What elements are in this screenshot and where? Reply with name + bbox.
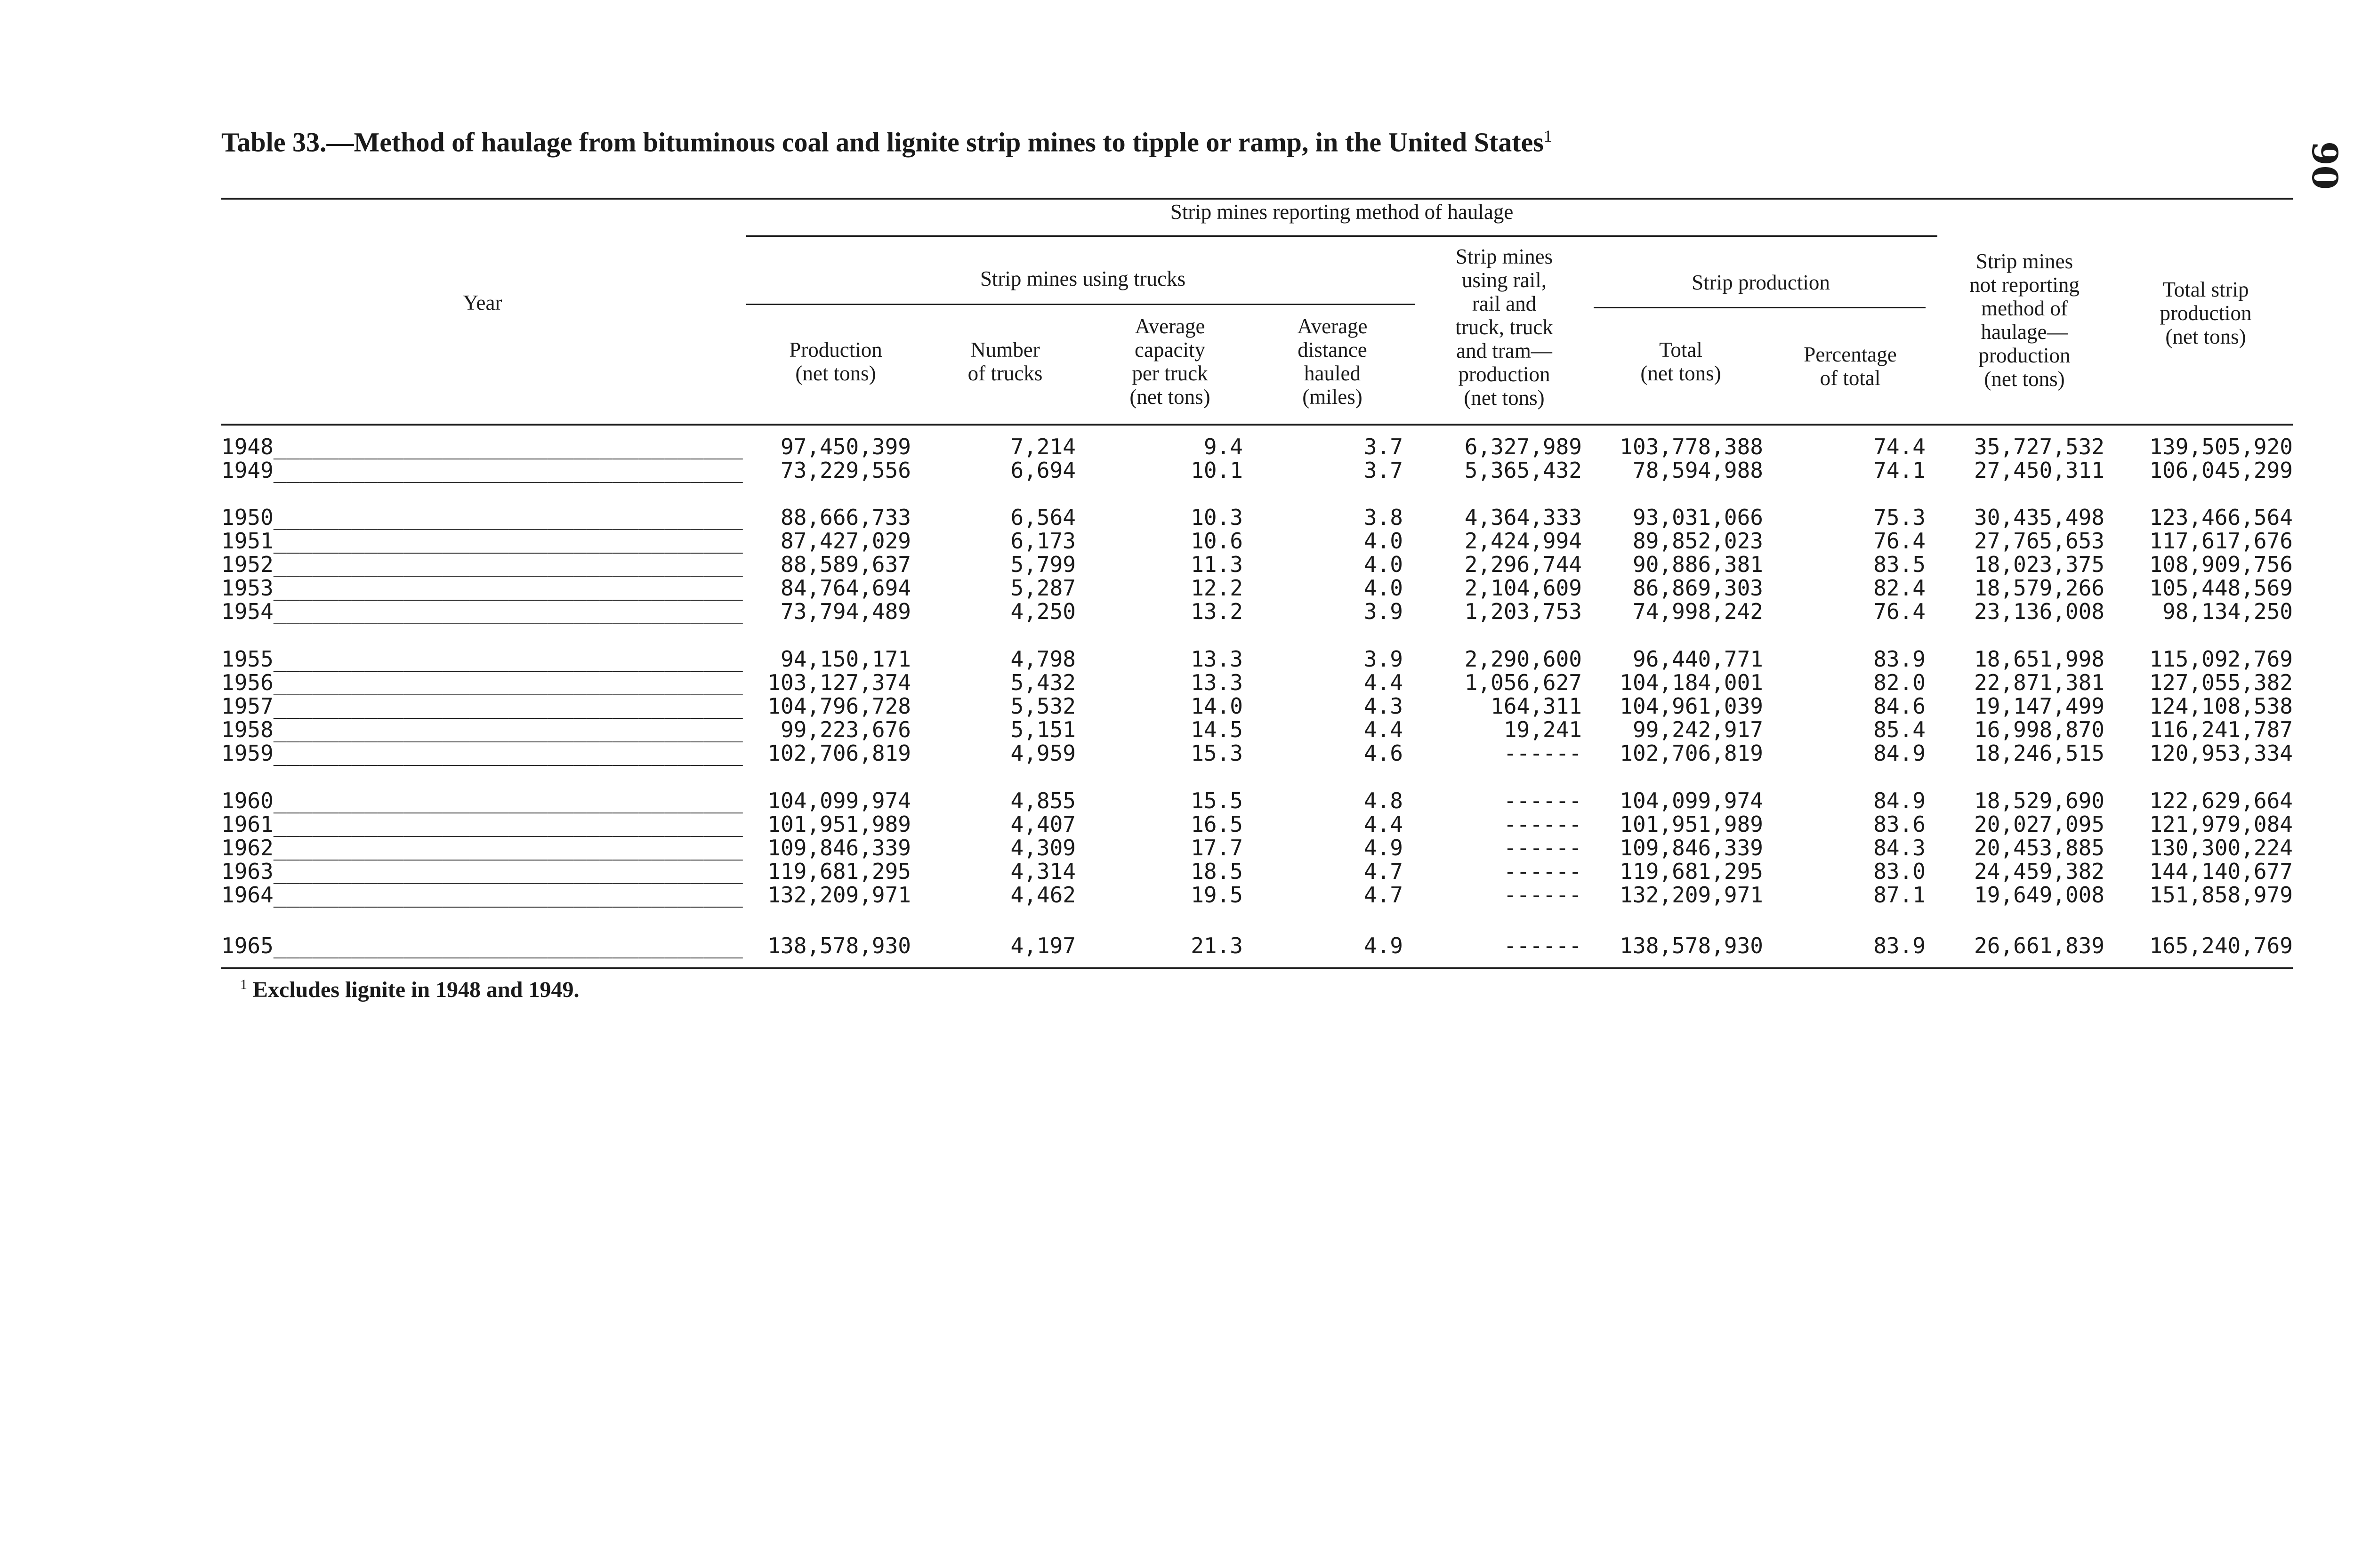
- cell-average-distance: 3.8: [1363, 505, 1403, 530]
- cell-average-capacity: 14.0: [1191, 693, 1243, 719]
- cell-average-capacity: 10.1: [1191, 458, 1243, 483]
- cell-average-distance: 4.9: [1363, 933, 1403, 958]
- cell-total: 93,031,066: [1633, 505, 1763, 530]
- cell-not-reporting: 27,765,653: [1974, 528, 2104, 554]
- header-bottom-rule: [221, 424, 2293, 426]
- cell-rail-production: 5,365,432: [1464, 458, 1582, 483]
- cell-percentage: 83.9: [1873, 646, 1926, 672]
- cell-total-strip: 105,448,569: [2149, 575, 2293, 601]
- header-group-strip-production: Strip production: [1692, 271, 1830, 294]
- cell-production: 104,099,974: [767, 788, 911, 813]
- trucks-group-rule: [746, 304, 1415, 305]
- cell-average-distance: 4.0: [1363, 575, 1403, 601]
- cell-average-distance: 3.9: [1363, 646, 1403, 672]
- cell-total: 90,886,381: [1633, 552, 1763, 577]
- cell-not-reporting: 19,147,499: [1974, 693, 2104, 719]
- cell-number-of-trucks: 6,173: [1010, 528, 1076, 554]
- cell-percentage: 84.9: [1873, 788, 1926, 813]
- cell-average-capacity: 15.5: [1191, 788, 1243, 813]
- cell-number-of-trucks: 6,564: [1010, 505, 1076, 530]
- cell-percentage: 82.4: [1873, 575, 1926, 601]
- cell-rail-production: ------: [1503, 788, 1582, 813]
- cell-total-strip: 108,909,756: [2149, 552, 2293, 577]
- cell-number-of-trucks: 5,532: [1010, 693, 1076, 719]
- cell-production: 84,764,694: [781, 575, 911, 601]
- cell-production: 101,951,989: [767, 812, 911, 837]
- cell-average-distance: 3.7: [1363, 458, 1403, 483]
- cell-year: 1949____________________________________: [221, 458, 743, 483]
- cell-rail-production: 1,056,627: [1464, 670, 1582, 695]
- cell-average-capacity: 13.3: [1191, 646, 1243, 672]
- cell-total-strip: 116,241,787: [2149, 717, 2293, 742]
- header-number-of-trucks: Number of trucks: [967, 338, 1043, 385]
- cell-average-capacity: 18.5: [1191, 859, 1243, 884]
- cell-percentage: 82.0: [1873, 670, 1926, 695]
- footnote: [240, 977, 579, 1003]
- cell-year: 1959____________________________________: [221, 740, 743, 766]
- cell-total: 132,209,971: [1620, 882, 1763, 908]
- cell-total-strip: 130,300,224: [2149, 835, 2293, 860]
- cell-year: 1965____________________________________: [221, 933, 743, 958]
- cell-total: 104,099,974: [1620, 788, 1763, 813]
- cell-average-distance: 3.7: [1363, 434, 1403, 459]
- cell-average-capacity: 11.3: [1191, 552, 1243, 577]
- cell-not-reporting: 18,529,690: [1974, 788, 2104, 813]
- cell-average-capacity: 13.2: [1191, 599, 1243, 624]
- cell-rail-production: 6,327,989: [1464, 434, 1582, 459]
- reporting-group-rule: [746, 235, 1937, 237]
- cell-rail-production: 2,104,609: [1464, 575, 1582, 601]
- cell-number-of-trucks: 5,287: [1010, 575, 1076, 601]
- cell-production: 88,666,733: [781, 505, 911, 530]
- cell-number-of-trucks: 4,250: [1010, 599, 1076, 624]
- cell-total: 102,706,819: [1620, 740, 1763, 766]
- page-number: 90: [2304, 141, 2345, 190]
- cell-rail-production: ------: [1503, 882, 1582, 908]
- cell-rail-production: ------: [1503, 835, 1582, 860]
- footnote-mark: 1: [240, 977, 247, 992]
- cell-number-of-trucks: 7,214: [1010, 434, 1076, 459]
- cell-year: 1954____________________________________: [221, 599, 743, 624]
- cell-production: 94,150,171: [781, 646, 911, 672]
- cell-number-of-trucks: 5,799: [1010, 552, 1076, 577]
- header-total-strip: Total strip production (net tons): [2160, 278, 2252, 348]
- cell-average-distance: 4.9: [1363, 835, 1403, 860]
- cell-not-reporting: 18,579,266: [1974, 575, 2104, 601]
- cell-year: 1952____________________________________: [221, 552, 743, 577]
- cell-percentage: 83.6: [1873, 812, 1926, 837]
- cell-rail-production: ------: [1503, 812, 1582, 837]
- header-percentage: Percentage of total: [1804, 343, 1897, 390]
- cell-percentage: 85.4: [1873, 717, 1926, 742]
- cell-average-capacity: 17.7: [1191, 835, 1243, 860]
- cell-year: 1960____________________________________: [221, 788, 743, 813]
- cell-total-strip: 121,979,084: [2149, 812, 2293, 837]
- cell-average-distance: 4.7: [1363, 882, 1403, 908]
- cell-rail-production: 2,290,600: [1464, 646, 1582, 672]
- cell-not-reporting: 18,023,375: [1974, 552, 2104, 577]
- cell-production: 104,796,728: [767, 693, 911, 719]
- cell-total: 99,242,917: [1633, 717, 1763, 742]
- cell-year: 1953____________________________________: [221, 575, 743, 601]
- cell-total-strip: 122,629,664: [2149, 788, 2293, 813]
- cell-total-strip: 106,045,299: [2149, 458, 2293, 483]
- cell-production: 97,450,399: [781, 434, 911, 459]
- cell-year: 1948____________________________________: [221, 434, 743, 459]
- cell-rail-production: ------: [1503, 859, 1582, 884]
- cell-production: 88,589,637: [781, 552, 911, 577]
- cell-not-reporting: 24,459,382: [1974, 859, 2104, 884]
- header-total: Total (net tons): [1640, 338, 1721, 385]
- cell-not-reporting: 22,871,381: [1974, 670, 2104, 695]
- cell-total: 101,951,989: [1620, 812, 1763, 837]
- cell-number-of-trucks: 4,314: [1010, 859, 1076, 884]
- cell-rail-production: ------: [1503, 933, 1582, 958]
- cell-year: 1958____________________________________: [221, 717, 743, 742]
- cell-average-capacity: 13.3: [1191, 670, 1243, 695]
- cell-percentage: 84.6: [1873, 693, 1926, 719]
- cell-average-distance: 4.8: [1363, 788, 1403, 813]
- cell-average-capacity: 10.6: [1191, 528, 1243, 554]
- cell-percentage: 76.4: [1873, 528, 1926, 554]
- cell-rail-production: 2,296,744: [1464, 552, 1582, 577]
- cell-year: 1951____________________________________: [221, 528, 743, 554]
- cell-not-reporting: 35,727,532: [1974, 434, 2104, 459]
- cell-not-reporting: 20,027,095: [1974, 812, 2104, 837]
- cell-rail-production: 4,364,333: [1464, 505, 1582, 530]
- cell-number-of-trucks: 4,462: [1010, 882, 1076, 908]
- cell-number-of-trucks: 5,432: [1010, 670, 1076, 695]
- header-not-reporting: Strip mines not reporting method of haulage— production (net tons): [1969, 249, 2080, 391]
- cell-total-strip: 115,092,769: [2149, 646, 2293, 672]
- header-average-capacity: Average capacity per truck (net tons): [1129, 314, 1210, 409]
- cell-rail-production: 164,311: [1491, 693, 1582, 719]
- cell-total-strip: 165,240,769: [2149, 933, 2293, 958]
- cell-total: 109,846,339: [1620, 835, 1763, 860]
- cell-total-strip: 139,505,920: [2149, 434, 2293, 459]
- header-group-trucks: Strip mines using trucks: [980, 267, 1186, 290]
- cell-number-of-trucks: 4,407: [1010, 812, 1076, 837]
- cell-total: 78,594,988: [1633, 458, 1763, 483]
- cell-percentage: 74.4: [1873, 434, 1926, 459]
- cell-total-strip: 124,108,538: [2149, 693, 2293, 719]
- cell-not-reporting: 30,435,498: [1974, 505, 2104, 530]
- header-production: Production (net tons): [789, 338, 882, 385]
- cell-number-of-trucks: 4,309: [1010, 835, 1076, 860]
- cell-production: 99,223,676: [781, 717, 911, 742]
- cell-total: 119,681,295: [1620, 859, 1763, 884]
- cell-total-strip: 123,466,564: [2149, 505, 2293, 530]
- cell-year: 1964____________________________________: [221, 882, 743, 908]
- cell-average-capacity: 9.4: [1203, 434, 1243, 459]
- cell-average-distance: 4.4: [1363, 670, 1403, 695]
- cell-rail-production: 1,203,753: [1464, 599, 1582, 624]
- cell-total: 86,869,303: [1633, 575, 1763, 601]
- cell-not-reporting: 27,450,311: [1974, 458, 2104, 483]
- footnote-text: Excludes lignite in 1948 and 1949.: [253, 977, 580, 1002]
- cell-not-reporting: 18,246,515: [1974, 740, 2104, 766]
- cell-percentage: 83.9: [1873, 933, 1926, 958]
- cell-production: 102,706,819: [767, 740, 911, 766]
- cell-number-of-trucks: 4,855: [1010, 788, 1076, 813]
- header-average-distance: Average distance hauled (miles): [1297, 314, 1368, 409]
- cell-total: 103,778,388: [1620, 434, 1763, 459]
- cell-average-distance: 3.9: [1363, 599, 1403, 624]
- top-rule: [221, 198, 2293, 200]
- header-group-reporting: Strip mines reporting method of haulage: [1170, 200, 1514, 224]
- cell-production: 138,578,930: [767, 933, 911, 958]
- cell-not-reporting: 20,453,885: [1974, 835, 2104, 860]
- cell-total: 104,961,039: [1620, 693, 1763, 719]
- cell-total: 104,184,001: [1620, 670, 1763, 695]
- strip-production-group-rule: [1594, 307, 1926, 308]
- cell-average-distance: 4.6: [1363, 740, 1403, 766]
- cell-percentage: 87.1: [1873, 882, 1926, 908]
- cell-percentage: 84.9: [1873, 740, 1926, 766]
- cell-percentage: 83.5: [1873, 552, 1926, 577]
- cell-year: 1955____________________________________: [221, 646, 743, 672]
- cell-not-reporting: 18,651,998: [1974, 646, 2104, 672]
- title-footnote-mark: 1: [1543, 127, 1552, 145]
- cell-average-capacity: 15.3: [1191, 740, 1243, 766]
- cell-production: 132,209,971: [767, 882, 911, 908]
- cell-percentage: 74.1: [1873, 458, 1926, 483]
- cell-total-strip: 151,858,979: [2149, 882, 2293, 908]
- cell-total: 138,578,930: [1620, 933, 1763, 958]
- cell-number-of-trucks: 4,959: [1010, 740, 1076, 766]
- cell-average-capacity: 10.3: [1191, 505, 1243, 530]
- cell-average-distance: 4.7: [1363, 859, 1403, 884]
- cell-percentage: 84.3: [1873, 835, 1926, 860]
- cell-rail-production: ------: [1503, 740, 1582, 766]
- cell-not-reporting: 16,998,870: [1974, 717, 2104, 742]
- cell-year: 1957____________________________________: [221, 693, 743, 719]
- cell-year: 1961____________________________________: [221, 812, 743, 837]
- bottom-rule: [221, 967, 2293, 969]
- cell-average-distance: 4.0: [1363, 552, 1403, 577]
- cell-total-strip: 144,140,677: [2149, 859, 2293, 884]
- cell-production: 119,681,295: [767, 859, 911, 884]
- cell-average-capacity: 12.2: [1191, 575, 1243, 601]
- cell-number-of-trucks: 4,798: [1010, 646, 1076, 672]
- table-title-text: Table 33.—Method of haulage from bituminous coal and lignite strip mines to tipple or ramp, in the United States: [221, 127, 1544, 158]
- cell-year: 1950____________________________________: [221, 505, 743, 530]
- cell-total: 96,440,771: [1633, 646, 1763, 672]
- table-title: [221, 126, 1552, 158]
- cell-year: 1956____________________________________: [221, 670, 743, 695]
- cell-production: 87,427,029: [781, 528, 911, 554]
- cell-rail-production: 2,424,994: [1464, 528, 1582, 554]
- cell-average-capacity: 16.5: [1191, 812, 1243, 837]
- header-rail-production: Strip mines using rail, rail and truck, truck and tram— production (net tons): [1455, 245, 1553, 410]
- cell-total: 74,998,242: [1633, 599, 1763, 624]
- cell-not-reporting: 19,649,008: [1974, 882, 2104, 908]
- cell-number-of-trucks: 4,197: [1010, 933, 1076, 958]
- header-year: Year: [463, 291, 502, 314]
- cell-number-of-trucks: 6,694: [1010, 458, 1076, 483]
- cell-average-distance: 4.4: [1363, 717, 1403, 742]
- cell-number-of-trucks: 5,151: [1010, 717, 1076, 742]
- cell-total-strip: 98,134,250: [2162, 599, 2293, 624]
- cell-average-distance: 4.4: [1363, 812, 1403, 837]
- cell-production: 109,846,339: [767, 835, 911, 860]
- cell-year: 1962____________________________________: [221, 835, 743, 860]
- cell-rail-production: 19,241: [1503, 717, 1582, 742]
- cell-not-reporting: 26,661,839: [1974, 933, 2104, 958]
- cell-production: 103,127,374: [767, 670, 911, 695]
- cell-production: 73,794,489: [781, 599, 911, 624]
- cell-year: 1963____________________________________: [221, 859, 743, 884]
- cell-total-strip: 120,953,334: [2149, 740, 2293, 766]
- cell-average-distance: 4.0: [1363, 528, 1403, 554]
- cell-total: 89,852,023: [1633, 528, 1763, 554]
- cell-total-strip: 127,055,382: [2149, 670, 2293, 695]
- cell-average-capacity: 14.5: [1191, 717, 1243, 742]
- cell-percentage: 76.4: [1873, 599, 1926, 624]
- cell-percentage: 75.3: [1873, 505, 1926, 530]
- cell-total-strip: 117,617,676: [2149, 528, 2293, 554]
- cell-average-capacity: 21.3: [1191, 933, 1243, 958]
- cell-not-reporting: 23,136,008: [1974, 599, 2104, 624]
- cell-average-distance: 4.3: [1363, 693, 1403, 719]
- cell-average-capacity: 19.5: [1191, 882, 1243, 908]
- cell-production: 73,229,556: [781, 458, 911, 483]
- cell-percentage: 83.0: [1873, 859, 1926, 884]
